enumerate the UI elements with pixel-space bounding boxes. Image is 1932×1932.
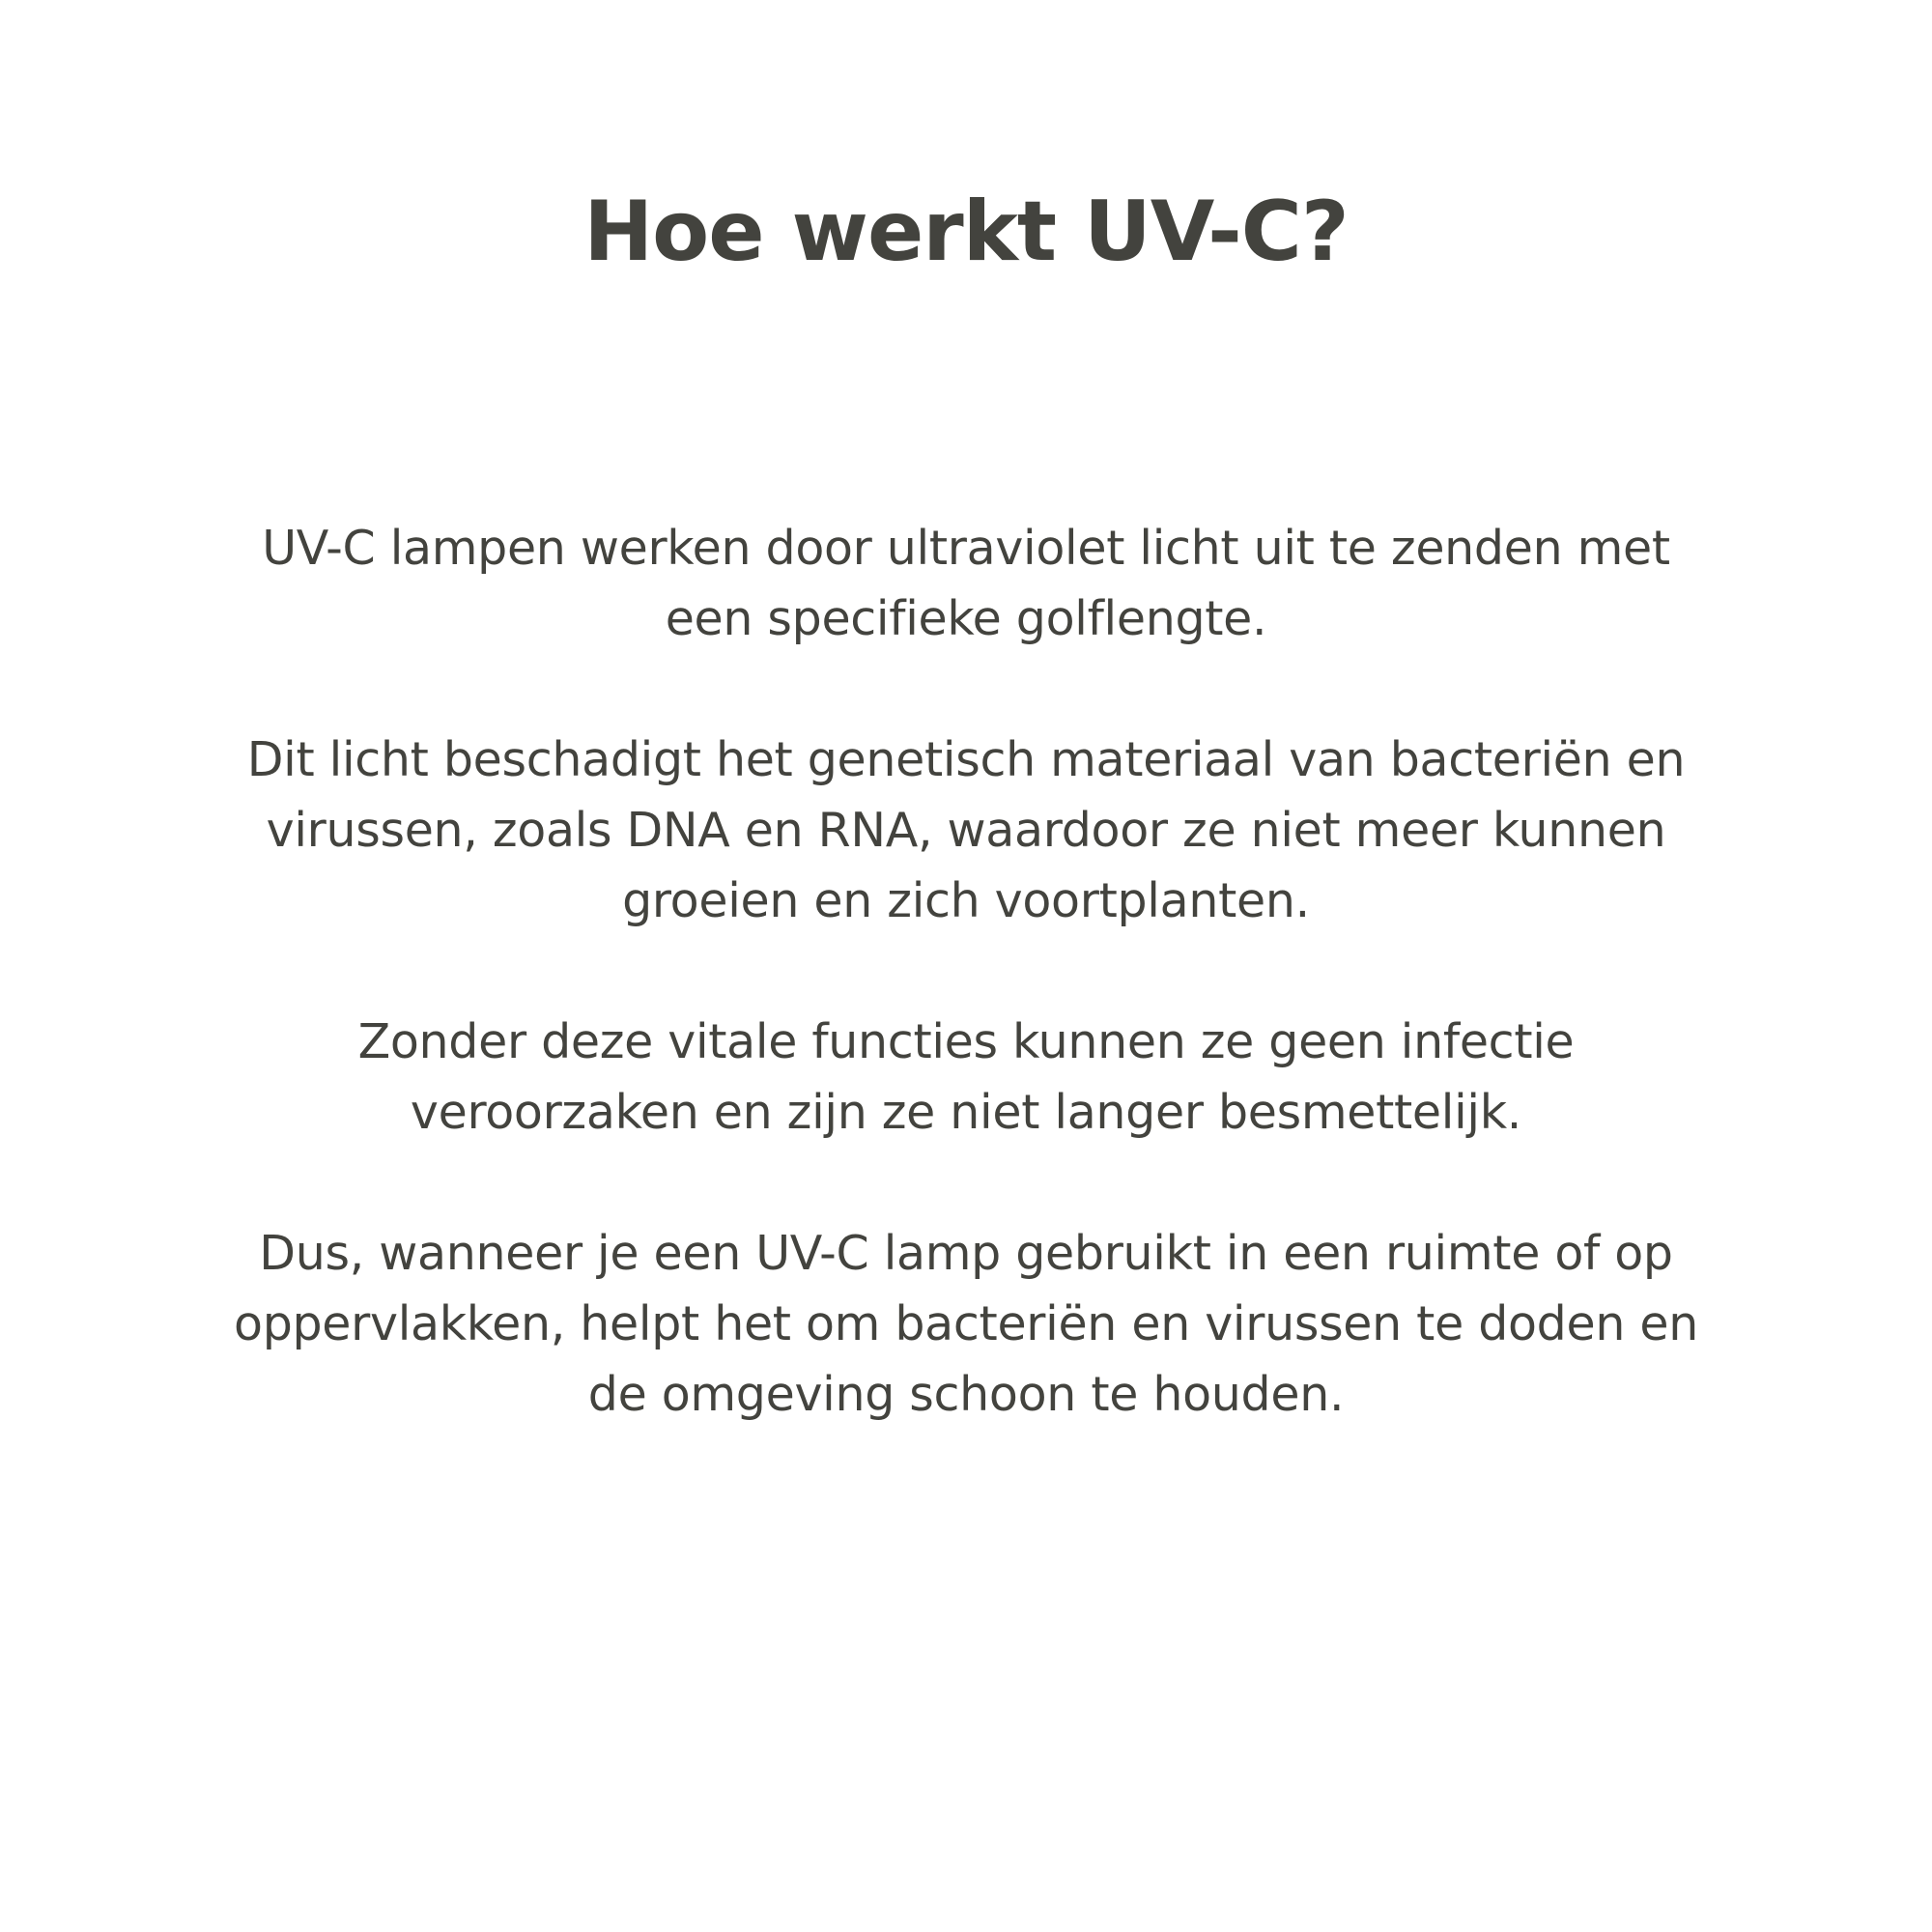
paragraph-line: een specifieke golflengte. <box>665 591 1267 646</box>
body-text <box>145 513 1787 1500</box>
paragraph-1 <box>145 513 1787 654</box>
page-title: Hoe werkt UV-C? <box>583 184 1349 280</box>
paragraph-line: Dit licht beschadigt het genetisch materiaal van bacteriën en <box>246 732 1686 787</box>
paragraph-line: Zonder deze vitale functies kunnen ze geen infectie <box>357 1014 1575 1069</box>
paragraph-2 <box>145 724 1787 936</box>
paragraph-line: Dus, wanneer je een UV-C lamp gebruikt in een ruimte of op <box>259 1226 1673 1281</box>
paragraph-line: veroorzaken en zijn ze niet langer besmettelijk. <box>410 1085 1522 1140</box>
paragraph-line: oppervlakken, helpt het om bacteriën en virussen te doden en <box>234 1296 1698 1351</box>
paragraph-line: groeien en zich voortplanten. <box>622 873 1310 928</box>
paragraph-line: virussen, zoals DNA en RNA, waardoor ze niet meer kunnen <box>266 803 1666 858</box>
paragraph-4 <box>145 1218 1787 1430</box>
paragraph-line: UV-C lampen werken door ultraviolet licht uit te zenden met <box>262 521 1670 576</box>
paragraph-3 <box>145 1007 1787 1148</box>
paragraph-line: de omgeving schoon te houden. <box>587 1367 1345 1422</box>
